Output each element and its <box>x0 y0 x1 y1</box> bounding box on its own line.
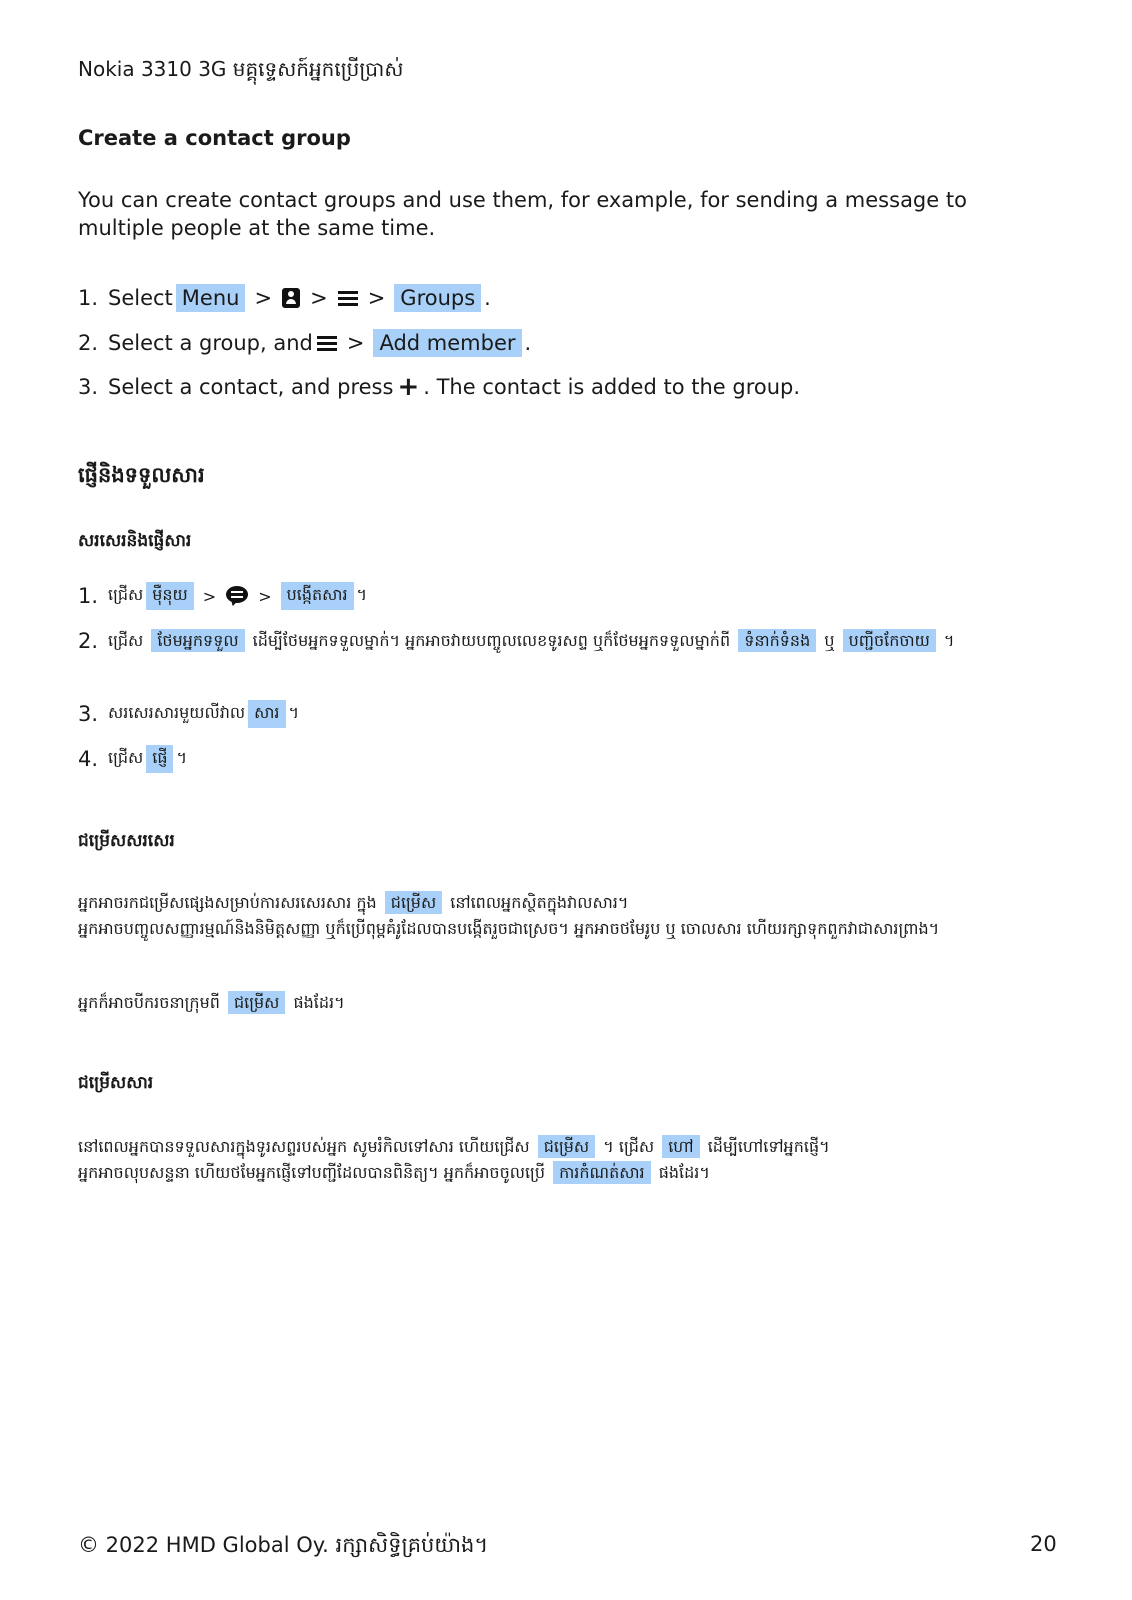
document-header: Nokia 3310 3G មគ្គុទ្ទេសក៍អ្នកប្រើប្រាស់ <box>78 57 404 81</box>
options-design-paragraph <box>78 990 1058 1016</box>
paragraph-text: ។ ជ្រើស <box>603 1137 655 1156</box>
paragraph-text: ផងដែរ។ <box>293 993 345 1012</box>
separator-gt: > <box>254 286 273 310</box>
add-member-highlight: Add member <box>373 329 521 357</box>
step-end: ។ <box>176 748 188 767</box>
step-end: . <box>524 331 532 355</box>
step-number: 3. <box>78 375 99 399</box>
step-text: ឬ <box>824 631 835 650</box>
step-text: ជ្រើស <box>108 631 144 650</box>
step-end: ។ <box>288 703 300 722</box>
groups-highlight: Groups <box>394 284 481 312</box>
step-number: 3. <box>78 702 99 726</box>
footer-copyright: © 2022 HMD Global Oy. រក្សាសិទ្ធិគ្រប់យ៉ាង។ <box>78 1533 489 1557</box>
menu-highlight: Menu <box>176 284 246 312</box>
options-highlight: ជម្រើស <box>228 991 285 1014</box>
paragraph-text: អ្នកអាចរកជម្រើសផ្សេងសម្រាប់ការសរសេរសារ ក្នុង <box>78 893 377 912</box>
subheading-message-options: ជម្រើសសារ <box>78 1073 154 1093</box>
options-highlight: ជម្រើស <box>538 1135 595 1158</box>
step-text: ជ្រើស <box>108 585 144 604</box>
paragraph-text: ដើម្បីហៅទៅអ្នកផ្ញើ។ <box>707 1137 830 1156</box>
step-text: ជ្រើស <box>108 748 144 767</box>
section-heading-messages: ផ្ញើនិងទទួលសារ <box>78 463 205 487</box>
separator-gt: > <box>367 286 386 310</box>
paragraph-text: អ្នកក៏អាចបីករចនាក្រុមពី <box>78 993 220 1012</box>
step-number: 1. <box>78 286 99 310</box>
step-number: 2. <box>78 331 99 355</box>
message-step-1 <box>78 582 367 610</box>
message-step-4 <box>78 745 187 773</box>
message-step-2 <box>78 628 1058 654</box>
separator-gt: > <box>202 586 217 606</box>
writing-options-paragraph <box>78 890 1058 942</box>
subheading-write-send: សរសេរនិងផ្ញើសារ <box>78 531 192 551</box>
menu-icon <box>338 290 358 306</box>
contacts-highlight: ទំនាក់ទំនង <box>738 629 816 652</box>
add-recipient-highlight: ថែមអ្នកទទួល <box>151 629 244 652</box>
step-text: Select <box>108 286 173 310</box>
send-highlight: ផ្ញើ <box>146 745 173 773</box>
subheading-writing-options: ជម្រើសសរសេរ <box>78 831 175 851</box>
step-text: សរសេរសារមួយលីវាល <box>108 703 246 722</box>
plus-icon: + <box>397 372 420 402</box>
menu-highlight: ម៉ឺនុយ <box>146 582 194 610</box>
step-text: ដើម្បីថែមអ្នកទទួលម្នាក់។ អ្នកអាចវាយបញ្ចូលលេខទូរសព្ទ ឬក៏ថែមអ្នកទទួលម្នាក់ពី <box>252 631 731 650</box>
options-highlight: ជម្រើស <box>385 891 442 914</box>
contact-step-1 <box>78 284 491 312</box>
step-text-end: . The contact is added to the group. <box>423 375 801 399</box>
step-text: Select a contact, and press <box>108 375 394 399</box>
paragraph-text: នៅពេលអ្នកស្ថិតក្នុងវាលសារ។ <box>450 893 629 912</box>
message-settings-highlight: ការកំណត់សារ <box>553 1161 651 1184</box>
separator-gt: > <box>310 286 328 310</box>
contact-step-2 <box>78 329 531 357</box>
message-field-highlight: សារ <box>248 700 285 728</box>
paragraph-text: អ្នកអាចលុបសន្ទនា ហើយថមែអ្នកផ្ញើទៅបញ្ជីដែលបានពិនិត្យ។ អ្នកក៏អាចចូលប្រើ <box>78 1163 545 1182</box>
call-highlight: ហៅ <box>662 1135 699 1158</box>
menu-icon <box>317 335 337 351</box>
chat-icon <box>226 586 248 606</box>
step-end: ។ <box>356 585 368 604</box>
section-heading-contact-group: Create a contact group <box>78 126 351 150</box>
message-options-paragraph <box>78 1134 1058 1186</box>
paragraph-text: នៅពេលអ្នកបានទទួលសារក្នុងទូរសព្ទរបស់អ្នក សូមរំកិលទៅសារ ហើយជ្រើស <box>78 1137 530 1156</box>
step-number: 1. <box>78 584 99 608</box>
step-number: 2. <box>78 629 99 653</box>
separator-gt: > <box>258 586 272 606</box>
step-number: 4. <box>78 747 99 771</box>
contact-step-3 <box>78 374 800 400</box>
step-end: ។ <box>943 631 955 650</box>
page-number: 20 <box>1030 1532 1057 1556</box>
message-step-3 <box>78 700 299 728</box>
contacts-icon <box>282 288 300 308</box>
distribution-list-highlight: បញ្ជីចកែចាយ <box>843 629 936 652</box>
separator-gt: > <box>346 331 365 355</box>
create-message-highlight: បង្កើតសារ <box>281 582 354 610</box>
step-text: Select a group, and <box>108 331 313 355</box>
step-end: . <box>484 286 491 310</box>
paragraph-text: ផងដែរ។ <box>658 1163 710 1182</box>
paragraph-text: អ្នកអាចបញ្ចូលសញ្ញារម្មណ៍និងនិមិត្តសញ្ញា ឬក៏ប្រើពុម្ពគំរូដែលបានបង្កើតរួចជាស្រេច។ អ្នកអាចថមែរូប ឬ ចោលសារ ហើយរក្សាទុកពួកវាជាសារព្រាង។ <box>78 919 940 938</box>
contact-group-intro: You can create contact groups and use them, for example, for sending a message to multiple people at the same time. <box>78 188 967 240</box>
